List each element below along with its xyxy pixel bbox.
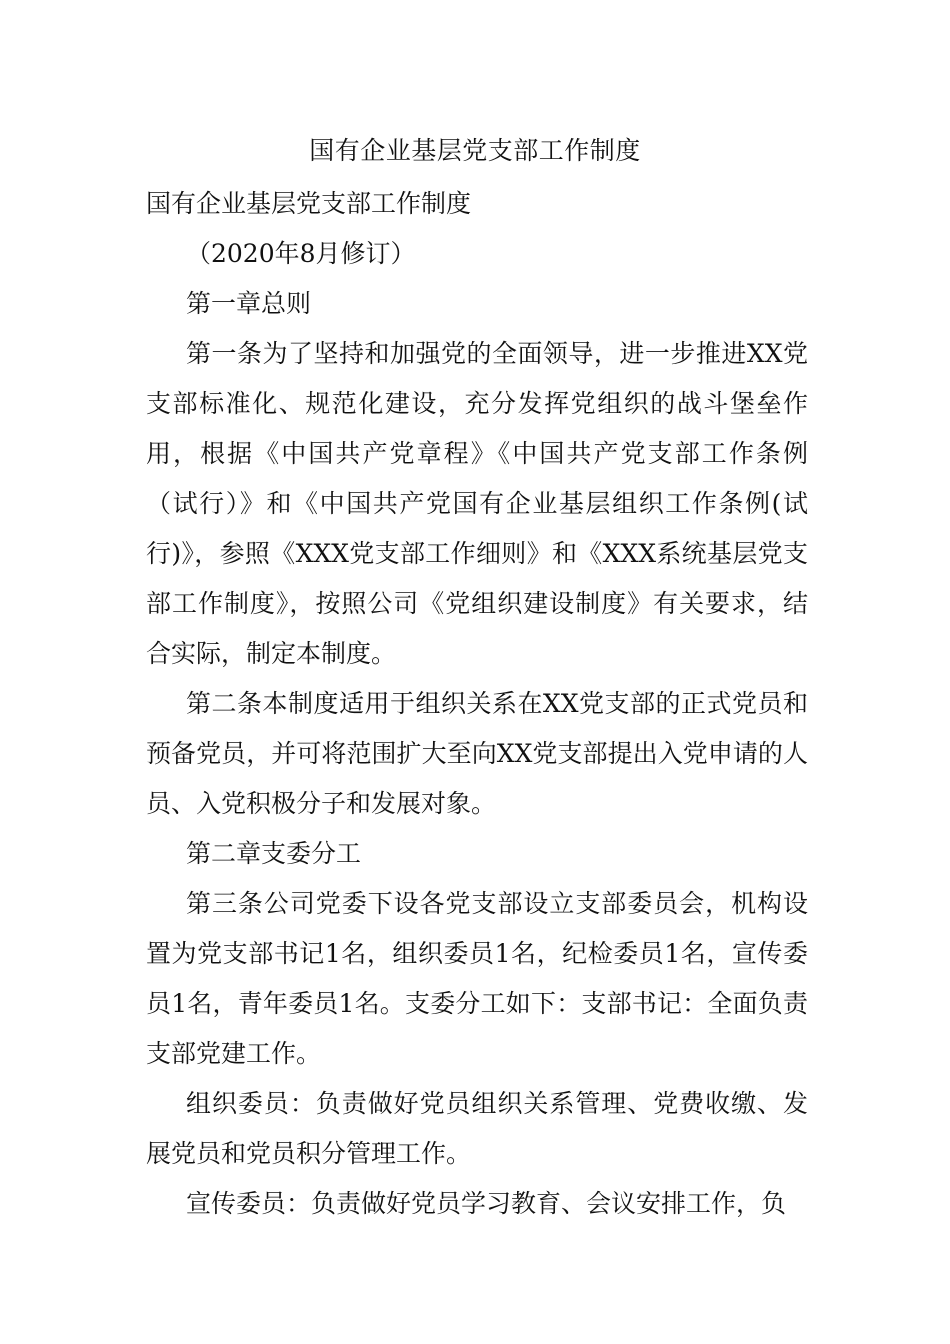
revision-note: （2020年8月修订） (186, 239, 416, 268)
chapter-1-heading: 第一章总则 (186, 289, 312, 318)
document-subtitle: 国有企业基层党支部工作制度 (146, 189, 472, 218)
document-body (146, 179, 808, 1229)
chapter-2-heading: 第二章支委分工 (186, 839, 362, 868)
article-2: 第二条本制度适用于组织关系在XX党支部的正式党员和预备党员，并可将范围扩大至向XX党支部提出入党申请的人员、入党积极分子和发展对象。 (146, 689, 808, 818)
document-title: 国有企业基层党支部工作制度 (309, 136, 641, 165)
article-3: 第三条公司党委下设各党支部设立支部委员会，机构设置为党支部书记1名，组织委员1名，纪检委员1名，宣传委员1名，青年委员1名。支委分工如下：支部书记：全面负责支部党建工作。 (146, 889, 808, 1068)
organization-member-duties: 组织委员：负责做好党员组织关系管理、党费收缴、发展党员和党员积分管理工作。 (146, 1089, 808, 1168)
publicity-member-duties: 宣传委员：负责做好党员学习教育、会议安排工作，负 (186, 1189, 787, 1218)
article-1: 第一条为了坚持和加强党的全面领导，进一步推进XX党支部标准化、规范化建设，充分发挥党组织的战斗堡垒作用，根据《中国共产党章程》《中国共产党支部工作条例（试行）》和《中国共产党国有企业基层组织工作条例(试行)》，参照《XXX党支部工作细则》和《XXX系统基层党支部工作制度》，按照公司《党组织建设制度》有关要求，结合实际，制定本制度。 (146, 339, 808, 668)
